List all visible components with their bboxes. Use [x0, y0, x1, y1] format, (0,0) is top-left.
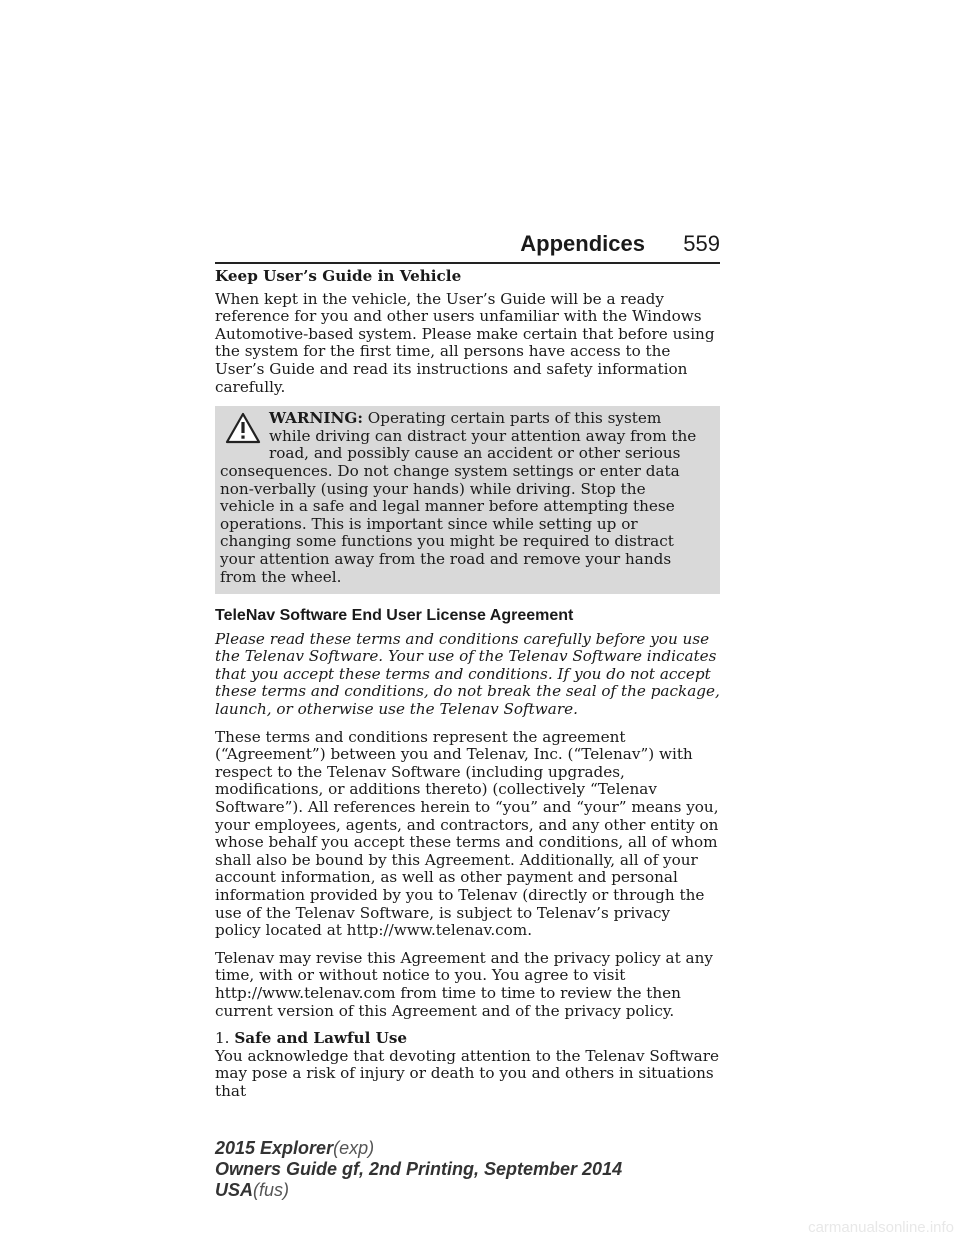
item-1-title: Safe and Lawful Use	[234, 1029, 408, 1048]
watermark-text: carmanualsonline.info	[808, 1219, 954, 1236]
footer-model-code: (exp)	[333, 1138, 375, 1158]
footer-market-line	[215, 1180, 622, 1201]
keep-guide-body: When kept in the vehicle, the User’s Guide will be a ready reference for you and other users unfamiliar with the Windows Automotive-based system. Please make certain that before using the system for the first time, all persons have access to the User’s Guide and read its instructions and safety information carefully.	[215, 289, 715, 396]
keep-guide-heading: Keep User’s Guide in Vehicle	[215, 267, 462, 285]
page-number: 559	[683, 231, 720, 256]
footer-edition: Owners Guide gf, 2nd Printing, September 2014	[215, 1159, 623, 1179]
page-content	[215, 268, 720, 1101]
license-paragraph-2: Telenav may revise this Agreement and the privacy policy at any time, with or without notice to you. You agree to visit http://www.telenav.com from time to time to review the then current version of this Agreement and of the privacy policy.	[215, 948, 713, 1020]
license-intro: Please read these terms and conditions carefully before you use the Telenav Software. Your use of the Telenav Software indicates that you accept these terms and conditions. If you do not accept these terms and conditions, do not break the seal of the package, launch, or otherwise use the Telenav Software.	[215, 629, 720, 719]
license-item-1	[215, 1030, 720, 1048]
license-paragraph-1: These terms and conditions represent the agreement (“Agreement”) between you and Telenav, Inc. (“Telenav”) with respect to the Telenav Software (including upgrades, modifications, or additions thereto) (collectively “Telenav Software”). All references herein to “you” and “your” means you, your employees, agents, and contractors, and any other entity on whose behalf you accept these terms and conditions, all of whom shall also be bound by this Agreement. Additionally, all of your account information, as well as other payment and personal information provided by you to Telenav (directly or through the use of the Telenav Software, is subject to Telenav’s privacy policy located at http://www.telenav.com.	[215, 727, 719, 940]
warning-triangle-icon	[225, 412, 261, 444]
section-title: Appendices	[520, 231, 645, 256]
item-1-text: You acknowledge that devoting attention to the Telenav Software may pose a risk of injury or death to you and others in situations that	[215, 1046, 719, 1100]
warning-label: WARNING:	[269, 409, 363, 428]
warning-box	[215, 406, 720, 594]
item-1-number: 1.	[215, 1029, 230, 1048]
warning-text: Operating certain parts of this system while driving can distract your attention away from the road, and possibly cause an accident or other serious consequences. Do not change system settings or enter data non-verbally (using your hands) while driving. Stop the vehicle in a safe and legal manner before attempting these operations. This is important since while setting up or changing some functions you might be required to distract your attention away from the road and remove your hands from the wheel.	[220, 409, 697, 586]
footer-market-code: (fus)	[253, 1180, 290, 1200]
footer-model-line	[215, 1138, 622, 1159]
page-header	[215, 228, 720, 264]
license-heading: TeleNav Software End User License Agreement	[215, 607, 574, 625]
footer-market: USA	[215, 1180, 254, 1200]
footer-model: 2015 Explorer	[215, 1138, 334, 1158]
page-footer	[215, 1138, 622, 1201]
